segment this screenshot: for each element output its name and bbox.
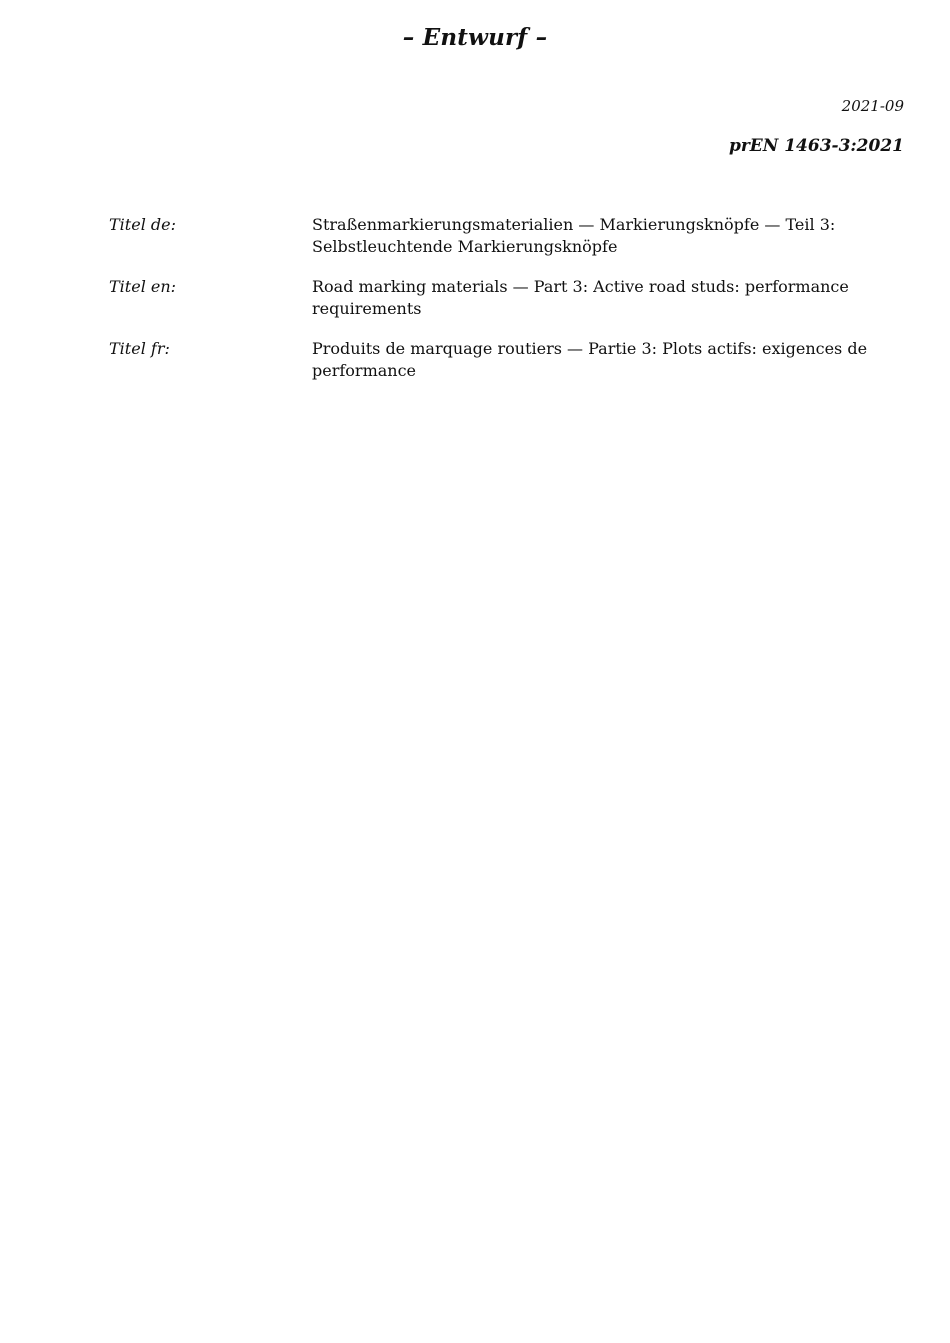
title-label-en: Titel en:: [109, 277, 177, 296]
title-text-en: Road marking materials — Part 3: Active road studs: performance requirements: [312, 277, 849, 318]
document-number: prEN 1463-3:2021: [728, 136, 904, 156]
document-date: 2021-09: [841, 97, 904, 115]
title-list: [109, 214, 869, 400]
title-row-fr: [109, 338, 869, 382]
title-text-de: Straßenmarkierungsmaterialien — Markierungsknöpfe — Teil 3: Selbstleuchtende Markierungsknöpfe: [312, 215, 836, 256]
title-row-de: [109, 214, 869, 258]
title-text-fr: Produits de marquage routiers — Partie 3: Plots actifs: exigences de performance: [312, 339, 868, 380]
title-label-de: Titel de:: [109, 215, 176, 234]
title-label-fr: Titel fr:: [109, 339, 170, 358]
draft-banner: – Entwurf –: [402, 24, 548, 51]
title-row-en: [109, 276, 869, 320]
